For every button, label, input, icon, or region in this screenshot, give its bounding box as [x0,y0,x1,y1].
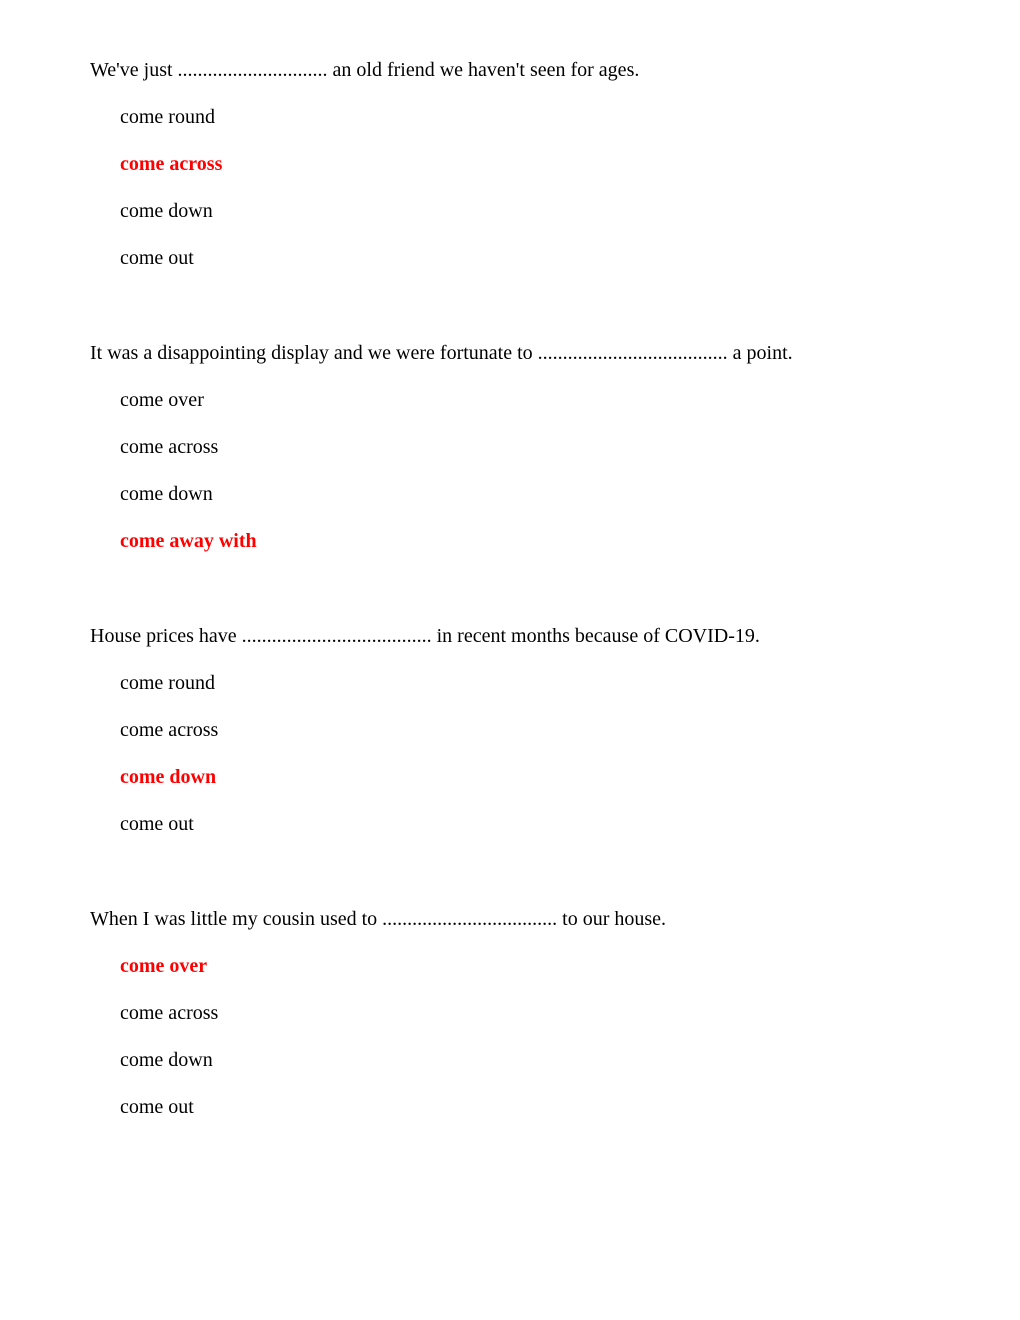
question-1 [90,58,930,270]
answer-option: come out [120,1096,194,1118]
answer-option: come down [120,483,213,505]
question-4 [90,907,930,1119]
question-prompt: When I was little my cousin used to ................................... to our house. [90,908,667,930]
answer-option: come across [120,436,219,458]
question-prompt: We've just .............................. an old friend we haven't seen for ages. [90,59,640,81]
question-3 [90,624,930,836]
answer-option: come over [120,389,204,411]
answer-option: come down [120,200,213,222]
answer-option: come round [120,106,215,128]
question-prompt: It was a disappointing display and we were fortunate to ...................................... a point. [90,342,793,364]
answer-option: come round [120,672,215,694]
answer-option: come away with [120,530,257,552]
answer-option: come down [120,766,217,788]
answer-option: come across [120,1002,219,1024]
answer-option: come over [120,955,208,977]
answer-option: come down [120,1049,213,1071]
question-prompt: House prices have ...................................... in recent months because of COVID-19. [90,625,760,647]
answer-option: come across [120,153,223,175]
answer-option: come across [120,719,219,741]
answer-option: come out [120,813,194,835]
question-2 [90,341,930,553]
answer-option: come out [120,247,194,269]
